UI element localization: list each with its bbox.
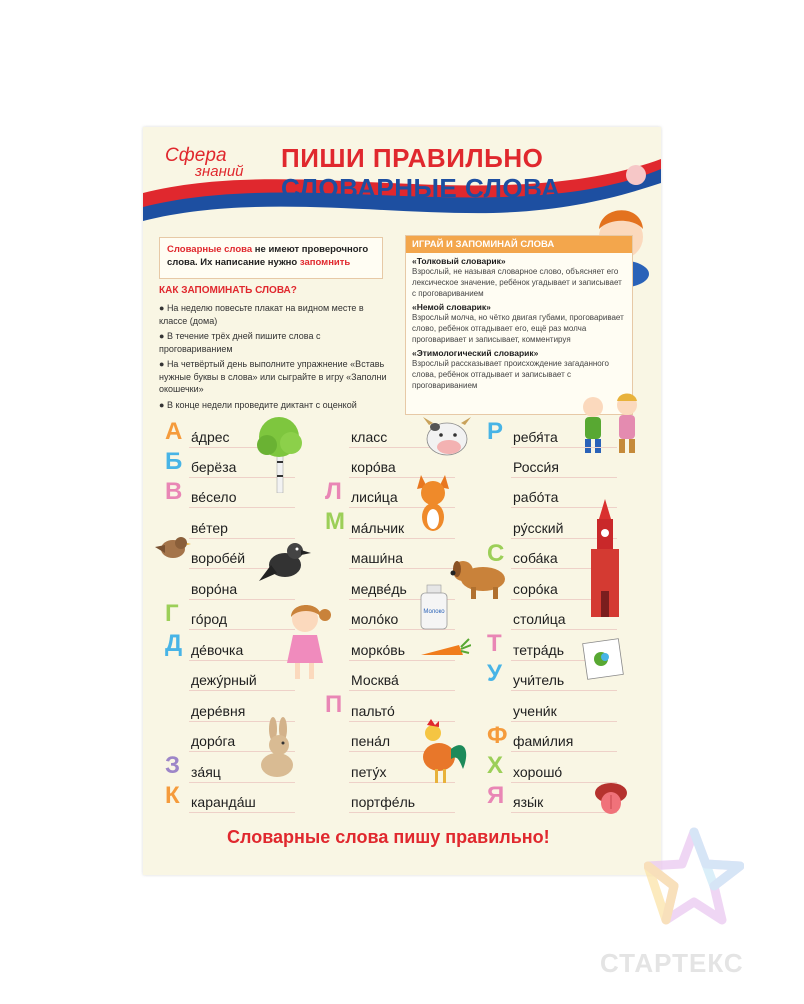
- word-item: портфе́ль: [349, 792, 455, 813]
- letter-m: М: [325, 508, 345, 535]
- word-item: столи́ца: [511, 609, 617, 630]
- word-item: за́яц: [189, 762, 295, 783]
- girl-illustration: [275, 599, 333, 685]
- word-item: го́род: [189, 609, 295, 630]
- intro-box: [159, 237, 383, 279]
- cow-illustration: [415, 413, 477, 461]
- word-item: тетра́дь: [511, 640, 617, 661]
- word-item: воробе́й: [189, 548, 295, 569]
- brand-logo-text-2: знаний: [195, 163, 244, 180]
- game-section-title: «Немой словарик»: [412, 302, 491, 312]
- intro-term: Словарные слова: [167, 244, 253, 255]
- how-item: ● На четвёртый день выполните упражнение «Вставь нужные буквы в слова» или сыграйте в игру «Заполни окошечки»: [159, 359, 387, 394]
- word-item: морко́вь: [349, 640, 455, 661]
- kremlin-tower-illustration: [583, 499, 627, 619]
- word-item: хорошо́: [511, 762, 617, 783]
- word-item: берёза: [189, 457, 295, 478]
- word-item: коро́ва: [349, 457, 455, 478]
- game-section-text: Взрослый рассказывает происхождение загаданного слова, ребёнок отгадывает и записывает с проговариванием: [412, 359, 609, 390]
- word-item: учени́к: [511, 701, 617, 722]
- word-item: доро́га: [189, 731, 295, 752]
- letter-b: Б: [165, 448, 183, 475]
- letter-d: Д: [165, 630, 183, 657]
- word-item: медве́дь: [349, 579, 455, 600]
- word-item: де́вочка: [189, 640, 295, 661]
- how-item: ● В конце недели проведите диктант с оценкой: [159, 399, 357, 410]
- letter-s: С: [487, 540, 505, 567]
- game-title: ИГРАЙ И ЗАПОМИНАЙ СЛОВА: [406, 236, 632, 253]
- letter-u: У: [487, 660, 502, 687]
- watermark-text: СТАРТЕКС: [600, 948, 744, 978]
- letter-ya: Я: [487, 782, 505, 809]
- word-item: маши́на: [349, 548, 455, 569]
- letter-k: К: [165, 782, 180, 809]
- letter-h: Х: [487, 752, 504, 779]
- intro-text: не имеют проверочного слова. Их написание нужно: [167, 244, 369, 268]
- crow-illustration: [255, 537, 315, 593]
- game-section-text: Взрослый, не называя словарное слово, объясняет его лексическое значение, ребёнок угадывает и записывает с проговариванием: [412, 267, 622, 298]
- how-item: ● На неделю повесьте плакат на видном месте в классе (дома): [159, 303, 364, 326]
- how-item: ● В течение трёх дней пишите слова с проговариванием: [159, 331, 321, 354]
- word-item: язы́к: [511, 792, 617, 813]
- carrot-illustration: [417, 637, 471, 665]
- word-item: ру́сский: [511, 518, 617, 539]
- word-item: ве́село: [189, 487, 295, 508]
- letter-g: Г: [165, 600, 179, 627]
- word-item: каранда́ш: [189, 792, 295, 813]
- letter-t: Т: [487, 630, 502, 657]
- game-box: [405, 235, 633, 415]
- word-item: соро́ка: [511, 579, 617, 600]
- word-item: моло́ко: [349, 609, 455, 630]
- page-title: ПИШИ ПРАВИЛЬНО: [281, 143, 544, 173]
- word-item: учи́тель: [511, 670, 617, 691]
- letter-r: Р: [487, 418, 504, 445]
- letter-z: З: [165, 752, 181, 779]
- word-item: пена́л: [349, 731, 455, 752]
- letter-l: Л: [325, 478, 342, 505]
- word-item: фами́лия: [511, 731, 617, 752]
- how-section: [159, 285, 387, 411]
- letter-p: П: [325, 691, 343, 718]
- star-watermark-icon: [644, 826, 744, 926]
- footer-slogan: Словарные слова пишу правильно!: [227, 827, 550, 847]
- birch-tree-illustration: [255, 413, 303, 493]
- brand-logo-text: Сфера: [165, 145, 227, 166]
- page-subtitle: СЛОВАРНЫЕ СЛОВА: [281, 173, 561, 203]
- word-item: Москва́: [349, 670, 455, 691]
- letter-a: А: [165, 418, 183, 445]
- how-list: [159, 302, 387, 411]
- kids-illustration: [571, 389, 651, 459]
- word-item: рабо́та: [511, 487, 617, 508]
- word-item: дере́вня: [189, 701, 295, 722]
- game-section-title: «Толковый словарик»: [412, 256, 506, 266]
- fox-illustration: [413, 471, 453, 535]
- word-item: пету́х: [349, 762, 455, 783]
- word-item: воро́на: [189, 579, 295, 600]
- word-item: лиси́ца: [349, 487, 455, 508]
- word-item: соба́ка: [511, 548, 617, 569]
- rooster-illustration: [413, 719, 471, 789]
- word-item: дежу́рный: [189, 670, 295, 691]
- word-item: а́дрес: [189, 427, 295, 448]
- dog-illustration: [449, 555, 515, 603]
- game-section-title: «Этимологический словарик»: [412, 348, 539, 358]
- word-item: Росси́я: [511, 457, 617, 478]
- word-item: ребя́та: [511, 427, 617, 448]
- milk-label: Молоко: [423, 609, 445, 615]
- word-item: класс: [349, 427, 455, 448]
- sparrow-illustration: [151, 531, 191, 565]
- milk-bottle-illustration: [417, 583, 451, 631]
- game-section-text: Взрослый молча, но чётко двигая губами, проговаривает слово, ребёнок отгадывает его, ещё раз молча проговаривает и записывает, комментируя: [412, 313, 624, 344]
- how-title: КАК ЗАПОМИНАТЬ СЛОВА?: [159, 285, 297, 296]
- hare-illustration: [249, 717, 305, 781]
- word-item: ве́тер: [189, 518, 295, 539]
- poster: [143, 127, 661, 875]
- word-item: пальто́: [349, 701, 455, 722]
- letter-v: В: [165, 478, 183, 505]
- notebook-illustration: [581, 635, 627, 681]
- tongue-illustration: [591, 779, 631, 815]
- word-item: ма́льчик: [349, 518, 455, 539]
- letter-f: Ф: [487, 722, 508, 749]
- intro-remember: запомнить: [299, 257, 351, 268]
